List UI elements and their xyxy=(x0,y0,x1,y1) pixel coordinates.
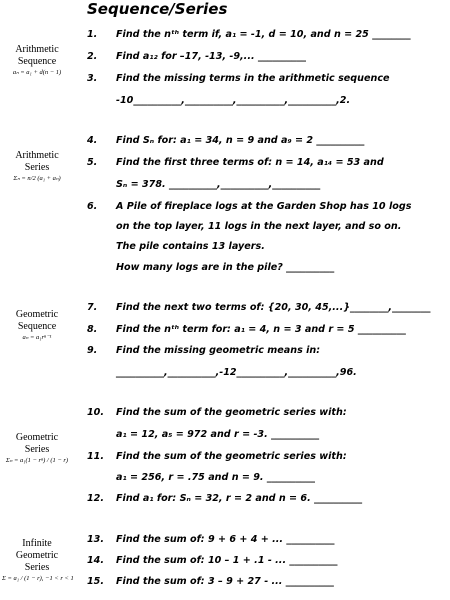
problem-number: 15. xyxy=(87,576,104,587)
arithmetic-series-label xyxy=(2,150,72,184)
problem-10-line-2: a₁ = 12, a₅ = 972 and r = -3. __________ xyxy=(116,429,320,440)
problem-text: Find a₁₂ for –17, -13, -9,... __________ xyxy=(116,51,306,62)
problem-number: 11. xyxy=(87,451,104,462)
section-formula: Σₙ = a₁(1 − rⁿ) / (1 − r) xyxy=(5,457,69,464)
problem-6-line-4: How many logs are in the pile? __________ xyxy=(116,262,335,273)
problem-text: A Pile of fireplace logs at the Garden Shop has 10 logs xyxy=(116,201,412,212)
infinite-geometric-series-label xyxy=(2,538,72,584)
problem-number: 7. xyxy=(87,302,98,313)
problem-3-answer-line: -10__________,__________,__________,__________,2. xyxy=(116,95,351,106)
problem-number: 8. xyxy=(87,324,98,335)
problem-9-answer-line: __________,__________,-12__________,__________,96. xyxy=(116,367,357,378)
section-formula: aₙ = a₁ + d(n − 1) xyxy=(12,69,62,76)
problem-text: Find a₁ for: Sₙ = 32, r = 2 and n = 6. __________ xyxy=(116,493,363,504)
geometric-series-label xyxy=(2,432,72,466)
problem-6 xyxy=(87,201,447,212)
problem-text: Find the first three terms of: n = 14, a₁₄ = 53 and xyxy=(116,157,384,168)
problem-text: Find the sum of: 10 – 1 + .1 - ... __________ xyxy=(116,555,338,566)
problem-7 xyxy=(87,302,447,313)
section-name: Arithmetic Sequence xyxy=(15,44,59,67)
problem-1 xyxy=(87,29,447,40)
problem-4 xyxy=(87,135,447,146)
problem-text: Find the missing terms in the arithmetic sequence xyxy=(116,73,390,84)
page-title: Sequence/Series xyxy=(87,0,228,18)
problem-10 xyxy=(87,407,447,418)
section-name: Arithmetic Series xyxy=(15,150,59,173)
problem-text: Find the missing geometric means in: xyxy=(116,345,321,356)
problem-8 xyxy=(87,324,447,335)
section-name: Geometric Sequence xyxy=(15,309,59,332)
problem-text: Find the sum of the geometric series with: xyxy=(116,451,347,462)
problem-6-line-2: on the top layer, 11 logs in the next layer, and so on. xyxy=(116,221,402,232)
problem-text: Find the next two terms of: {20, 30, 45,...}________,________ xyxy=(116,302,431,313)
problem-text: Find Sₙ for: a₁ = 34, n = 9 and a₉ = 2 __________ xyxy=(116,135,365,146)
section-name: Infinite Geometric Series xyxy=(15,538,59,573)
problem-number: 4. xyxy=(87,135,98,146)
problem-number: 6. xyxy=(87,201,98,212)
problem-11-line-2: a₁ = 256, r = .75 and n = 9. __________ xyxy=(116,472,315,483)
section-formula: aₙ = a₁rⁿ⁻¹ xyxy=(22,334,52,341)
problem-13 xyxy=(87,534,447,545)
problem-3 xyxy=(87,73,447,84)
problem-text: Find the nᵗʰ term for: a₁ = 4, n = 3 and r = 5 __________ xyxy=(116,324,406,335)
problem-number: 2. xyxy=(87,51,98,62)
problem-number: 3. xyxy=(87,73,98,84)
section-formula: Σₙ = n/2 (a₁ + aₙ) xyxy=(13,175,61,182)
section-name: Geometric Series xyxy=(15,432,59,455)
problem-text: Find the nᵗʰ term if, a₁ = -1, d = 10, and n = 25 ________ xyxy=(116,29,411,40)
arithmetic-sequence-label xyxy=(2,44,72,78)
problem-11 xyxy=(87,451,447,462)
problem-5 xyxy=(87,157,447,168)
problem-text: Find the sum of the geometric series with: xyxy=(116,407,347,418)
problem-number: 12. xyxy=(87,493,104,504)
problem-number: 1. xyxy=(87,29,98,40)
problem-text: Find the sum of: 9 + 6 + 4 + ... __________ xyxy=(116,534,335,545)
problem-number: 13. xyxy=(87,534,104,545)
problem-9 xyxy=(87,345,447,356)
problem-14 xyxy=(87,555,447,566)
problem-12 xyxy=(87,493,447,504)
problem-15 xyxy=(87,576,447,587)
problem-text: Find the sum of: 3 – 9 + 27 - ... __________ xyxy=(116,576,334,587)
section-formula: Σ = a₁ / (1 − r), −1 < r < 1 xyxy=(2,575,74,582)
geometric-sequence-label xyxy=(2,309,72,343)
problem-number: 5. xyxy=(87,157,98,168)
problem-number: 14. xyxy=(87,555,104,566)
problem-number: 9. xyxy=(87,345,98,356)
problem-number: 10. xyxy=(87,407,104,418)
problem-5-answer-line: Sₙ = 378. __________,__________,__________ xyxy=(116,179,321,190)
problem-2 xyxy=(87,51,447,62)
problem-6-line-3: The pile contains 13 layers. xyxy=(116,241,265,252)
